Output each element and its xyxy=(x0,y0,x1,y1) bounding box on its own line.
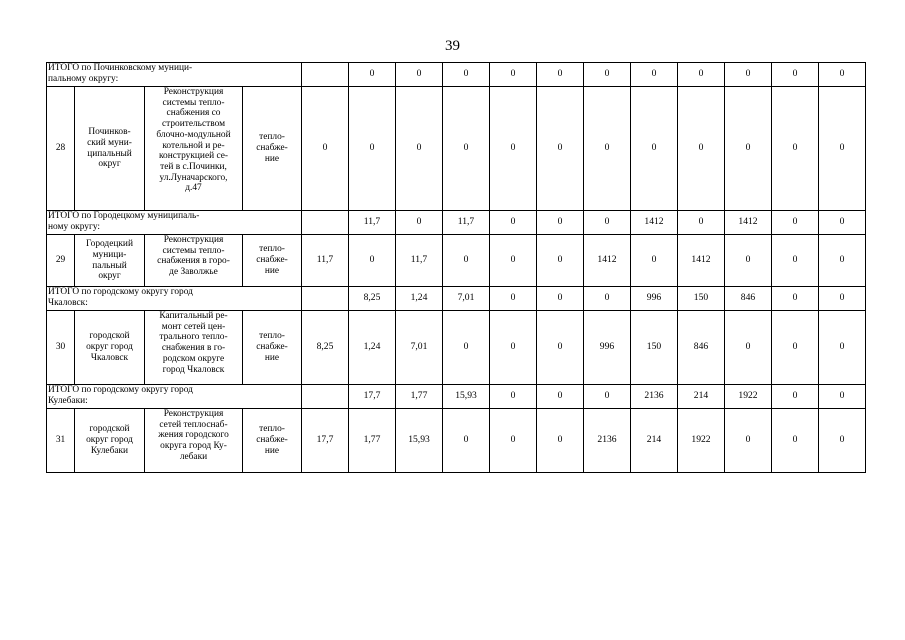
value-cell: 0 xyxy=(537,409,584,473)
value-cell: 0 xyxy=(819,287,866,311)
value-cell: 0 xyxy=(537,63,584,87)
value-cell: 0 xyxy=(631,63,678,87)
category-cell xyxy=(302,287,349,311)
category-cell xyxy=(243,87,302,211)
category-cell xyxy=(243,311,302,385)
description-cell xyxy=(145,235,243,287)
text-line: округ xyxy=(98,271,121,282)
page-number: 39 xyxy=(445,38,460,54)
text-line: Реконструкция xyxy=(163,87,224,97)
text-line: Кулебаки: xyxy=(48,395,88,406)
text-line: ИТОГО по Починковскому муници- xyxy=(48,63,193,73)
value-cell: 0 xyxy=(725,409,772,473)
text-line: ул.Луначарского, xyxy=(159,172,228,183)
text-line: пальный xyxy=(92,260,127,271)
value-cell: 1412 xyxy=(725,211,772,235)
value-cell: 0 xyxy=(772,211,819,235)
text-line: снабже- xyxy=(256,255,288,266)
value-cell: 0 xyxy=(584,211,631,235)
value-cell: 846 xyxy=(678,311,725,385)
total-row xyxy=(47,63,866,87)
text-line: ние xyxy=(264,352,280,363)
text-line: строительством xyxy=(161,119,226,130)
total-label xyxy=(47,385,302,409)
text-line: снабже- xyxy=(256,435,288,446)
description-cell xyxy=(145,311,243,385)
value-cell: 996 xyxy=(584,311,631,385)
financing-table xyxy=(46,62,866,473)
text-line: снабжения в горо- xyxy=(157,256,230,267)
value-cell: 7,01 xyxy=(396,311,443,385)
value-cell: 0 xyxy=(490,63,537,87)
value-cell: 0 xyxy=(349,87,396,211)
text-line: городской xyxy=(89,424,130,435)
table-row xyxy=(47,311,866,385)
value-cell: 11,7 xyxy=(302,235,349,287)
text-line: ние xyxy=(264,265,280,276)
value-cell: 17,7 xyxy=(302,409,349,473)
value-cell: 1922 xyxy=(725,385,772,409)
value-cell: 15,93 xyxy=(443,385,490,409)
value-cell: 0 xyxy=(772,385,819,409)
value-cell: 0 xyxy=(772,287,819,311)
value-cell: 0 xyxy=(678,63,725,87)
value-cell: 214 xyxy=(678,385,725,409)
category-cell xyxy=(243,235,302,287)
value-cell: 0 xyxy=(537,287,584,311)
value-cell: 1412 xyxy=(584,235,631,287)
value-cell: 0 xyxy=(537,235,584,287)
text-line: ский муни- xyxy=(87,137,132,148)
value-cell: 1412 xyxy=(678,235,725,287)
text-line: системы тепло- xyxy=(162,97,225,108)
value-cell: 17,7 xyxy=(349,385,396,409)
value-cell: 0 xyxy=(584,63,631,87)
value-cell: 0 xyxy=(631,235,678,287)
text-line: тепло- xyxy=(259,424,285,435)
value-cell: 0 xyxy=(443,63,490,87)
value-cell: 0 xyxy=(490,311,537,385)
table-body xyxy=(47,63,866,473)
value-cell: 0 xyxy=(349,235,396,287)
value-cell: 0 xyxy=(678,211,725,235)
municipality-cell xyxy=(75,409,145,473)
text-line: блочно-модульной xyxy=(156,129,231,140)
text-line: Реконструкция xyxy=(163,235,224,245)
text-line: снабжения со xyxy=(166,108,221,119)
text-line: снабжения в го- xyxy=(161,343,226,354)
value-cell: 0 xyxy=(819,409,866,473)
value-cell: 0 xyxy=(490,287,537,311)
value-cell: 0 xyxy=(490,87,537,211)
value-cell: 0 xyxy=(537,385,584,409)
value-cell: 0 xyxy=(537,311,584,385)
text-line: Реконструкция xyxy=(163,409,224,419)
text-line: родском округе xyxy=(162,353,225,364)
text-line: монт сетей цен- xyxy=(161,321,226,332)
value-cell: 0 xyxy=(396,211,443,235)
value-cell: 1,24 xyxy=(396,287,443,311)
text-line: жения городского xyxy=(158,430,229,441)
table-row xyxy=(47,87,866,211)
text-line: снабже- xyxy=(256,342,288,353)
value-cell: 1,77 xyxy=(349,409,396,473)
total-label xyxy=(47,211,302,235)
row-number: 31 xyxy=(47,409,75,473)
text-line: Капитальный ре- xyxy=(159,311,228,321)
text-line: округ город xyxy=(86,342,133,353)
category-cell xyxy=(302,63,349,87)
value-cell: 11,7 xyxy=(396,235,443,287)
value-cell: 996 xyxy=(631,287,678,311)
value-cell: 0 xyxy=(443,235,490,287)
value-cell: 150 xyxy=(678,287,725,311)
value-cell: 0 xyxy=(443,87,490,211)
municipality-cell xyxy=(75,311,145,385)
value-cell: 0 xyxy=(772,63,819,87)
total-row xyxy=(47,287,866,311)
value-cell: 0 xyxy=(772,235,819,287)
value-cell: 0 xyxy=(537,87,584,211)
value-cell: 0 xyxy=(725,235,772,287)
text-line: муници- xyxy=(92,249,127,260)
text-line: системы тепло- xyxy=(162,245,225,256)
value-cell: 0 xyxy=(772,311,819,385)
total-label xyxy=(47,63,302,87)
row-number: 29 xyxy=(47,235,75,287)
value-cell: 0 xyxy=(349,63,396,87)
text-line: котельной и ре- xyxy=(162,140,225,151)
text-line: ципальный xyxy=(87,148,132,159)
category-cell xyxy=(302,211,349,235)
text-line: трального тепло- xyxy=(159,332,228,343)
text-line: лебаки xyxy=(179,451,208,462)
text-line: Городецкий xyxy=(86,239,133,250)
value-cell: 8,25 xyxy=(302,311,349,385)
text-line: тепло- xyxy=(259,132,285,143)
text-line: д.47 xyxy=(185,183,202,194)
value-cell: 0 xyxy=(443,311,490,385)
value-cell: 15,93 xyxy=(396,409,443,473)
value-cell: 0 xyxy=(725,87,772,211)
category-cell xyxy=(302,385,349,409)
value-cell: 150 xyxy=(631,311,678,385)
value-cell: 8,25 xyxy=(349,287,396,311)
value-cell: 1412 xyxy=(631,211,678,235)
value-cell: 846 xyxy=(725,287,772,311)
value-cell: 0 xyxy=(537,211,584,235)
value-cell: 0 xyxy=(584,287,631,311)
value-cell: 0 xyxy=(490,385,537,409)
text-line: сетей теплоснаб- xyxy=(159,419,228,430)
value-cell: 0 xyxy=(302,87,349,211)
total-label xyxy=(47,287,302,311)
text-line: Чкаловск xyxy=(90,352,129,363)
text-line: ИТОГО по городскому округу город xyxy=(48,287,193,297)
total-row xyxy=(47,211,866,235)
table-row xyxy=(47,235,866,287)
value-cell: 1922 xyxy=(678,409,725,473)
text-line: Кулебаки xyxy=(90,445,129,456)
text-line: ИТОГО по городскому округу город xyxy=(48,385,193,395)
row-number: 28 xyxy=(47,87,75,211)
text-line: ние xyxy=(264,445,280,456)
text-line: округ город xyxy=(86,435,133,446)
municipality-cell xyxy=(75,87,145,211)
value-cell: 0 xyxy=(819,235,866,287)
value-cell: 0 xyxy=(819,385,866,409)
value-cell: 11,7 xyxy=(443,211,490,235)
description-cell xyxy=(145,87,243,211)
value-cell: 214 xyxy=(631,409,678,473)
value-cell: 0 xyxy=(490,211,537,235)
text-line: тепло- xyxy=(259,244,285,255)
value-cell: 0 xyxy=(725,63,772,87)
total-row xyxy=(47,385,866,409)
value-cell: 0 xyxy=(819,211,866,235)
municipality-cell xyxy=(75,235,145,287)
value-cell: 2136 xyxy=(584,409,631,473)
text-line: пальному округу: xyxy=(48,73,119,84)
text-line: Починков- xyxy=(88,127,131,138)
value-cell: 0 xyxy=(584,87,631,211)
description-cell xyxy=(145,409,243,473)
value-cell: 0 xyxy=(725,311,772,385)
text-line: округ xyxy=(98,159,121,170)
value-cell: 0 xyxy=(490,235,537,287)
value-cell: 0 xyxy=(772,87,819,211)
text-line: ИТОГО по Городецкому муниципаль- xyxy=(48,211,200,221)
text-line: город Чкаловск xyxy=(162,364,225,375)
text-line: снабже- xyxy=(256,143,288,154)
text-line: де Заволжье xyxy=(169,267,218,278)
text-line: тей в с.Починки, xyxy=(160,161,227,172)
value-cell: 11,7 xyxy=(349,211,396,235)
value-cell: 0 xyxy=(443,409,490,473)
category-cell xyxy=(243,409,302,473)
row-number: 30 xyxy=(47,311,75,385)
value-cell: 0 xyxy=(772,409,819,473)
text-line: Чкаловск: xyxy=(48,297,88,308)
text-line: тепло- xyxy=(259,331,285,342)
value-cell: 0 xyxy=(396,87,443,211)
value-cell: 0 xyxy=(819,87,866,211)
value-cell: 1,77 xyxy=(396,385,443,409)
text-line: ние xyxy=(264,153,280,164)
text-line: городской xyxy=(89,331,130,342)
table-row xyxy=(47,409,866,473)
value-cell: 7,01 xyxy=(443,287,490,311)
value-cell: 0 xyxy=(819,311,866,385)
text-line: конструкцией се- xyxy=(158,151,229,162)
text-line: ному округу: xyxy=(48,221,100,232)
value-cell: 0 xyxy=(678,87,725,211)
value-cell: 1,24 xyxy=(349,311,396,385)
value-cell: 0 xyxy=(396,63,443,87)
value-cell: 0 xyxy=(819,63,866,87)
text-line: округа город Ку- xyxy=(160,441,227,452)
value-cell: 0 xyxy=(490,409,537,473)
value-cell: 0 xyxy=(631,87,678,211)
value-cell: 0 xyxy=(584,385,631,409)
value-cell: 2136 xyxy=(631,385,678,409)
